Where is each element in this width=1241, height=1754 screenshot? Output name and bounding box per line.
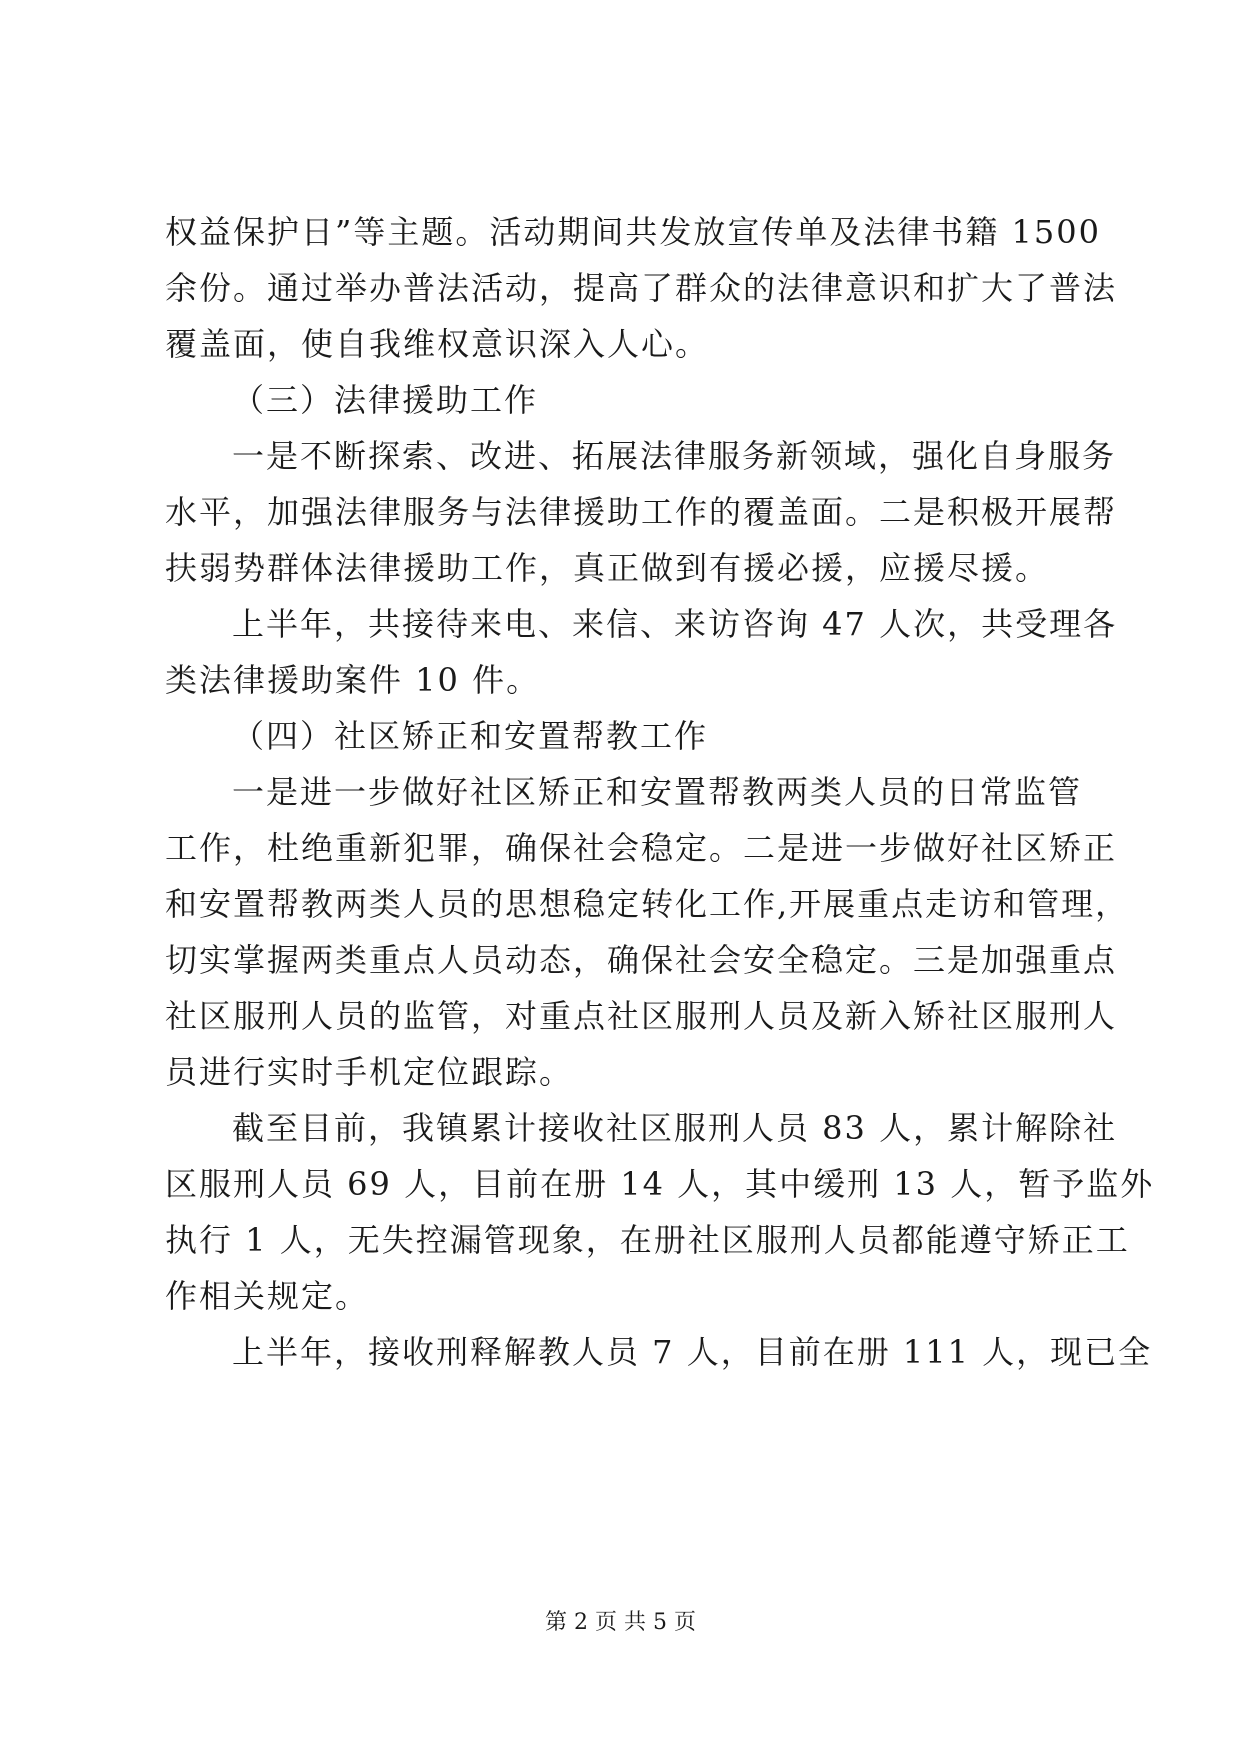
body-text-line: 余份。通过举办普法活动，提高了群众的法律意识和扩大了普法 [165, 269, 1118, 307]
body-text-line: 区服刑人员 69 人，目前在册 14 人，其中缓刑 13 人，暂予监外 [165, 1165, 1155, 1203]
body-text-line: 覆盖面，使自我维权意识深入人心。 [165, 325, 710, 363]
body-text-line: 工作，杜绝重新犯罪，确保社会稳定。二是进一步做好社区矫正 [165, 829, 1118, 867]
body-text-line: 执行 1 人，无失控漏管现象，在册社区服刑人员都能遵守矫正工 [165, 1221, 1130, 1259]
section-heading: （四）社区矫正和安置帮教工作 [232, 717, 709, 755]
body-text-line: 社区服刑人员的监管，对重点社区服刑人员及新入矫社区服刑人 [165, 997, 1118, 1035]
body-text-line: 作相关规定。 [165, 1277, 370, 1315]
body-text-line: 截至目前，我镇累计接收社区服刑人员 83 人，累计解除社 [232, 1109, 1118, 1147]
body-text-line: 切实掌握两类重点人员动态，确保社会安全稳定。三是加强重点 [165, 941, 1118, 979]
body-text-line: 水平，加强法律服务与法律援助工作的覆盖面。二是积极开展帮 [165, 493, 1118, 531]
body-text-line: 员进行实时手机定位跟踪。 [165, 1053, 574, 1091]
body-text-line: 上半年，接收刑释解教人员 7 人，目前在册 111 人，现已全 [232, 1333, 1153, 1371]
body-text-line: 权益保护日”等主题。活动期间共发放宣传单及法律书籍 1500 [165, 213, 1101, 251]
body-text-line: 一是不断探索、改进、拓展法律服务新领域，强化自身服务 [232, 437, 1117, 475]
body-text-line: 扶弱势群体法律援助工作，真正做到有援必援，应援尽援。 [165, 549, 1050, 587]
body-text-line: 一是进一步做好社区矫正和安置帮教两类人员的日常监管 [232, 773, 1083, 811]
section-heading: （三）法律援助工作 [232, 381, 539, 419]
page-number-footer: 第 2 页 共 5 页 [545, 1610, 696, 1635]
body-text-line: 上半年，共接待来电、来信、来访咨询 47 人次，共受理各 [232, 605, 1118, 643]
body-text-line: 类法律援助案件 10 件。 [165, 661, 541, 699]
body-text-line: 和安置帮教两类人员的思想稳定转化工作,开展重点走访和管理， [165, 885, 1130, 923]
